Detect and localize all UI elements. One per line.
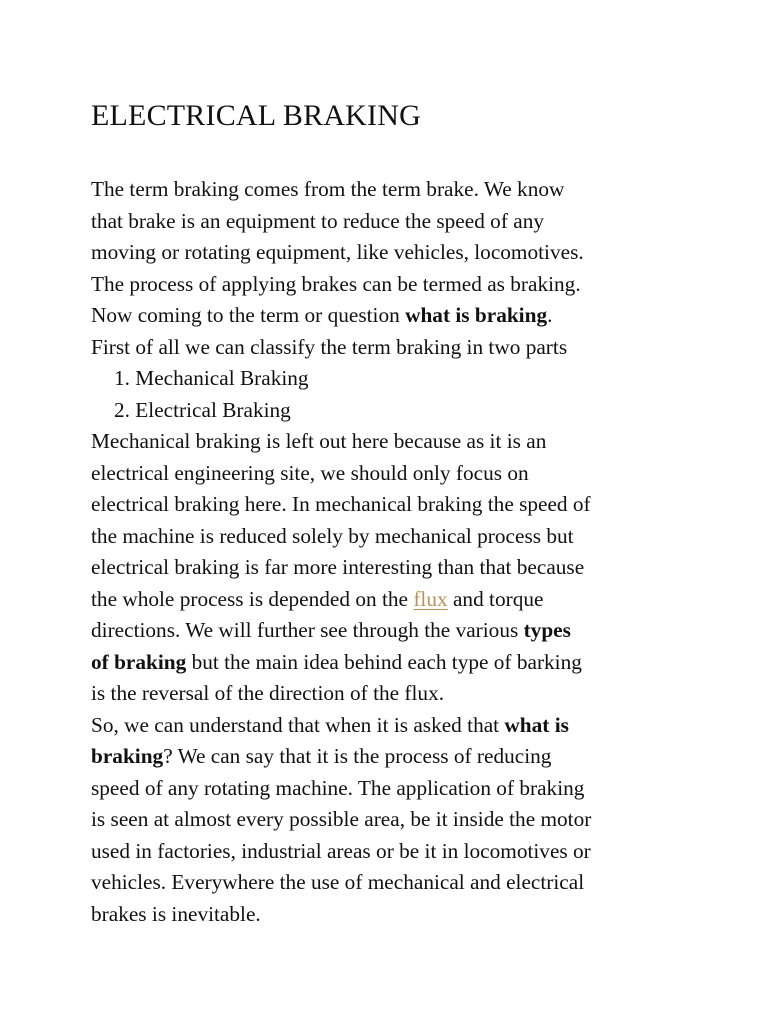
bold-term: types bbox=[523, 618, 571, 642]
text-line bbox=[91, 615, 691, 647]
bold-term: of braking bbox=[91, 649, 187, 674]
text-segment: and torque bbox=[447, 586, 544, 611]
text-line bbox=[91, 647, 691, 679]
text-line: First of all we can classify the term braking in two parts bbox=[91, 334, 568, 359]
text-line: Mechanical braking is left out here because as it is an bbox=[91, 429, 547, 453]
flux-link[interactable]: flux bbox=[413, 586, 448, 611]
text-line bbox=[91, 584, 691, 616]
text-line: speed of any rotating machine. The application of braking bbox=[91, 775, 585, 800]
bold-term: what is braking bbox=[405, 303, 548, 327]
text-line: electrical braking here. In mechanical braking the speed of bbox=[91, 492, 591, 516]
text-line: vehicles. Everywhere the use of mechanical and electrical bbox=[91, 870, 585, 894]
list-item: 2. Electrical Braking bbox=[114, 397, 291, 422]
list-item: 1. Mechanical Braking bbox=[114, 366, 309, 390]
text-segment: the whole process is depended on the bbox=[91, 586, 414, 611]
text-segment: . bbox=[547, 303, 553, 327]
text-line: brakes is inevitable. bbox=[91, 901, 261, 926]
text-line: moving or rotating equipment, like vehicles, locomotives. bbox=[91, 240, 584, 264]
bold-term: what is bbox=[504, 712, 569, 737]
text-line: electrical braking is far more interesting than that because bbox=[91, 555, 585, 579]
text-line bbox=[91, 741, 691, 773]
text-segment: ? We can say that it is the process of reducing bbox=[163, 744, 552, 768]
bold-term: braking bbox=[91, 744, 164, 768]
text-line: is seen at almost every possible area, be it inside the motor bbox=[91, 807, 592, 831]
text-line: used in factories, industrial areas or be it in locomotives or bbox=[91, 838, 591, 863]
text-line: The process of applying brakes can be termed as braking. bbox=[91, 271, 581, 296]
text-segment: but the main idea behind each type of barking bbox=[186, 649, 582, 674]
page-title: ELECTRICAL BRAKING bbox=[91, 99, 421, 132]
text-segment: Now coming to the term or question bbox=[91, 303, 406, 327]
text-line: that brake is an equipment to reduce the speed of any bbox=[91, 208, 544, 233]
text-segment: So, we can understand that when it is asked that bbox=[91, 712, 505, 737]
text-line: is the reversal of the direction of the flux. bbox=[91, 681, 445, 705]
text-line: the machine is reduced solely by mechanical process but bbox=[91, 523, 574, 548]
text-line: electrical engineering site, we should only focus on bbox=[91, 460, 529, 485]
text-line bbox=[91, 710, 691, 742]
text-segment: directions. We will further see through the various bbox=[91, 618, 524, 642]
text-line bbox=[91, 300, 691, 332]
text-line: The term braking comes from the term brake. We know bbox=[91, 177, 565, 201]
document-body bbox=[91, 174, 691, 930]
